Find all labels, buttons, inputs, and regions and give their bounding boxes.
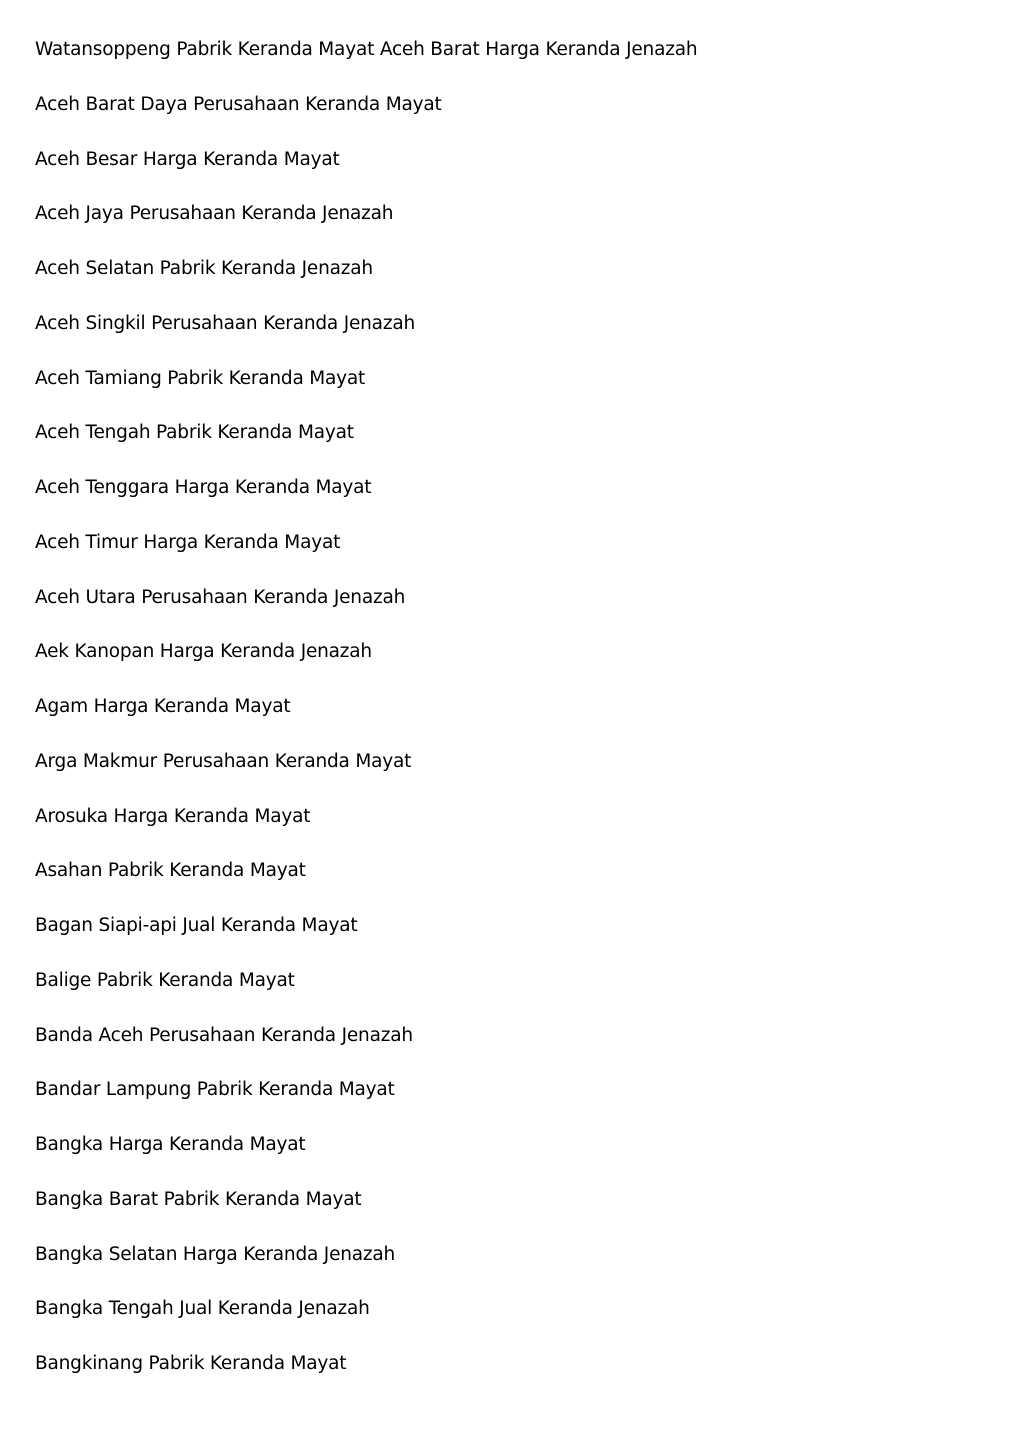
- text-line: Bandar Lampung Pabrik Keranda Mayat: [35, 1079, 395, 1101]
- text-line: Aceh Singkil Perusahaan Keranda Jenazah: [35, 312, 415, 334]
- text-line: Bangka Harga Keranda Mayat: [35, 1134, 306, 1155]
- text-line: Aceh Tamiang Pabrik Keranda Mayat: [35, 367, 366, 389]
- text-line: Aek Kanopan Harga Keranda Jenazah: [35, 641, 372, 663]
- text-line: Aceh Barat Daya Perusahaan Keranda Mayat: [35, 93, 442, 115]
- text-line: Bagan Siapi-api Jual Keranda Mayat: [35, 915, 358, 936]
- text-line: Bangkinang Pabrik Keranda Mayat: [35, 1353, 347, 1374]
- text-line: Banda Aceh Perusahaan Keranda Jenazah: [35, 1024, 413, 1046]
- text-line: Aceh Tenggara Harga Keranda Mayat: [35, 477, 372, 498]
- text-line: Aceh Selatan Pabrik Keranda Jenazah: [35, 258, 373, 279]
- text-line: Aceh Besar Harga Keranda Mayat: [35, 148, 340, 170]
- text-line: Bangka Barat Pabrik Keranda Mayat: [35, 1188, 362, 1210]
- text-line: Bangka Tengah Jual Keranda Jenazah: [35, 1298, 370, 1320]
- text-line: Asahan Pabrik Keranda Mayat: [35, 860, 306, 882]
- text-line: Balige Pabrik Keranda Mayat: [35, 969, 295, 991]
- text-line: Arga Makmur Perusahaan Keranda Mayat: [35, 750, 412, 772]
- text-line-list: [35, 36, 995, 1405]
- text-line: Agam Harga Keranda Mayat: [35, 696, 291, 717]
- text-line: Aceh Tengah Pabrik Keranda Mayat: [35, 422, 354, 444]
- text-line: Bangka Selatan Harga Keranda Jenazah: [35, 1243, 396, 1265]
- text-line: Arosuka Harga Keranda Mayat: [35, 805, 311, 827]
- text-line: Aceh Timur Harga Keranda Mayat: [35, 531, 341, 553]
- text-line: Watansoppeng Pabrik Keranda Mayat Aceh Barat Harga Keranda Jenazah: [35, 39, 698, 60]
- text-line: Aceh Utara Perusahaan Keranda Jenazah: [35, 586, 406, 608]
- text-line: Aceh Jaya Perusahaan Keranda Jenazah: [35, 203, 394, 225]
